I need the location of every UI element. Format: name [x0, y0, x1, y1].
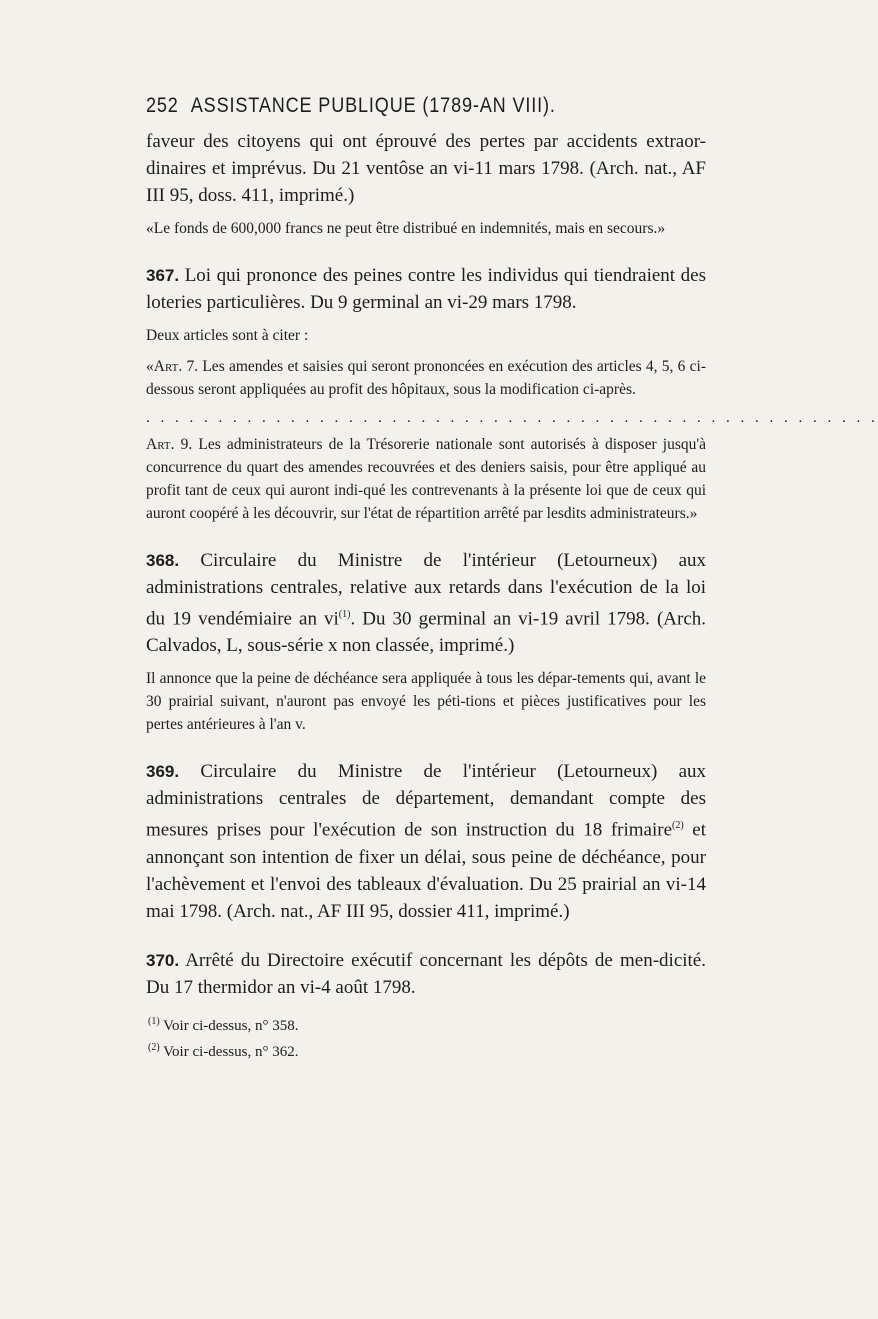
entry-367-article-7 — [146, 355, 706, 401]
entry-text: Circulaire du Ministre de l'intérieur (Letourneux) aux administrations centrales de département, demandant compte des mesures prises pour l'exécution de son instruction du 18 frimaire — [146, 761, 707, 841]
footnote-text: Voir ci-dessus, n° 358. — [163, 1017, 299, 1034]
footnote-mark: (2) — [148, 1041, 160, 1053]
entry-367-heading — [146, 262, 706, 316]
ellipsis-divider: . . . . . . . . . . . . . . . . . . . . . . . . . . . . . . . . . . . . . . . . . . . . . . . . . . . — [146, 410, 878, 426]
entry-368-heading — [146, 547, 706, 659]
entry-text: Arrêté du Directoire exécutif concernant les dépôts de men-dicité. Du 17 thermidor an vi-4 août 1798. — [146, 949, 706, 998]
entry-368-summary: Il annonce que la peine de déchéance sera appliquée à tous les dépar-tements qui, avant le 30 prairial suivant, n'auront pas envoyé les péti-tions et pièces justificatives pour les pertes antérieures à l'an v. — [146, 670, 706, 734]
footnotes — [146, 1011, 706, 1063]
page-title: ASSISTANCE PUBLIQUE (1789-AN VIII). — [190, 94, 556, 117]
continuation-paragraph: faveur des citoyens qui ont éprouvé des pertes par accidents extraor-dinaires et imprévus. Du 21 ventôse an vi-11 mars 1798. (Arch. nat., AF III 95, doss. 411, imprimé.) — [146, 131, 706, 206]
running-head — [146, 94, 628, 118]
page — [146, 94, 878, 1063]
article-label: «Art. 7. — [146, 358, 199, 375]
entry-text: . Du 30 germinal an vi-19 avril 1798. (Arch. Calvados, L, sous-série x non classée, imprimé.) — [146, 608, 706, 657]
entry-number: 367. — [146, 266, 180, 285]
footnote-mark: (1) — [148, 1015, 160, 1027]
entry-text: et annonçant son intention de fixer un délai, sous peine de déchéance, pour l'achèvement et l'envoi des tableaux d'évaluation. Du 25 prairial an vi-14 mai 1798. (Arch. nat., AF III 95, dossier 411, imprimé.) — [146, 819, 706, 922]
entry-number: 368. — [146, 551, 180, 570]
article-label: Art. 9. — [146, 436, 193, 453]
entry-number: 370. — [146, 950, 180, 970]
entry-text: Loi qui prononce des peines contre les individus qui tiendraient des loteries particulières. Du 9 germinal an vi-29 mars 1798. — [146, 265, 706, 313]
entry-370-heading — [146, 947, 706, 1001]
article-text: Les amendes et saisies qui seront prononcées en exécution des articles 4, 5, 6 ci-dessous seront appliquées au profit des hôpitaux, sous la modification ci-après. — [146, 358, 707, 398]
footnote-ref: (2) — [672, 820, 684, 832]
footnote — [146, 1011, 706, 1037]
entry-369-heading — [146, 758, 706, 924]
entry-367-lead: Deux articles sont à citer : — [146, 327, 309, 344]
footnote — [146, 1037, 706, 1063]
entry-number: 369. — [146, 762, 180, 782]
continuation-quote: «Le fonds de 600,000 francs ne peut être distribué en indemnités, mais en secours.» — [146, 220, 666, 237]
page-number: 252 — [146, 94, 179, 117]
footnote-text: Voir ci-dessus, n° 362. — [163, 1043, 299, 1060]
entry-367-article-9 — [146, 433, 706, 525]
footnote-ref: (1) — [338, 609, 351, 620]
entry-text: Circulaire du Ministre de l'intérieur (Letourneux) aux administrations centrales, relative aux retards dans l'exécution de la loi du 19 vendémiaire an vi — [146, 550, 707, 630]
article-text: Les administrateurs de la Trésorerie nationale sont autorisés à disposer jusqu'à concurrence du quart des amendes recouvrées et des deniers saisis, pour être appliqué au profit tant de ceux qui auront indi-qué les contrevenants à la présente loi que de ceux qui auront coopéré à les découvrir, sur l'état de répartition arrêté par lesdits administrateurs.» — [146, 436, 707, 522]
